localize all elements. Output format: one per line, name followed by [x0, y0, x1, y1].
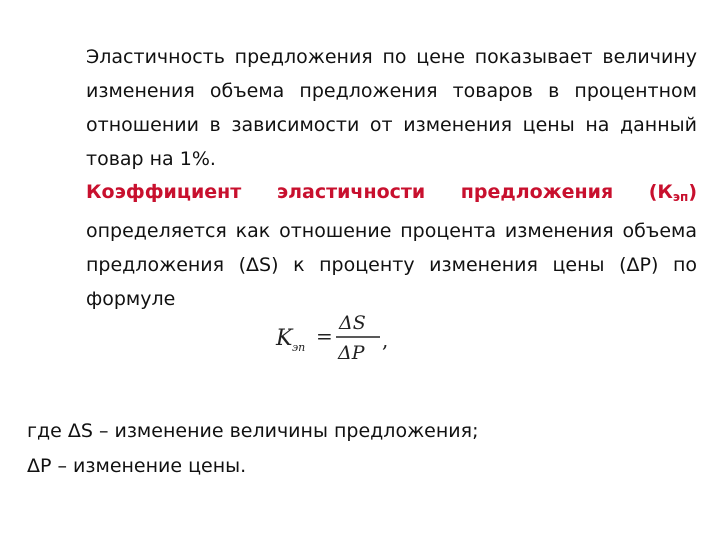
- formula-equals: =: [316, 324, 333, 348]
- coefficient-term: [86, 181, 697, 203]
- coefficient-term-text: Коэффициент эластичности предложения (К: [86, 181, 673, 203]
- formula-lhs-symbol: K: [276, 326, 293, 351]
- formula-denominator: ΔP: [338, 342, 365, 364]
- formula-numerator: ΔS: [339, 312, 366, 334]
- formula-lhs-subscript: эп: [292, 341, 306, 354]
- coefficient-description: определяется как отношение процента изменения объема предложения (ΔS) к проценту изменения цены (ΔP) по формуле: [86, 220, 697, 310]
- coefficient-term-close: ): [688, 181, 697, 203]
- coefficient-paragraph: [63, 175, 697, 316]
- definition-delta-p: ΔP – изменение цены.: [27, 455, 247, 477]
- coefficient-term-subscript: эп: [672, 190, 689, 204]
- formula-comma: ,: [382, 328, 389, 352]
- definition-paragraph: Эластичность предложения по цене показывает величину изменения объема предложения товаров в процентном отношении в зависимости от изменения цены на данный товар на 1%.: [86, 46, 697, 170]
- definition-delta-s: где ΔS – изменение величины предложения;: [27, 420, 479, 442]
- elasticity-formula: [272, 303, 412, 369]
